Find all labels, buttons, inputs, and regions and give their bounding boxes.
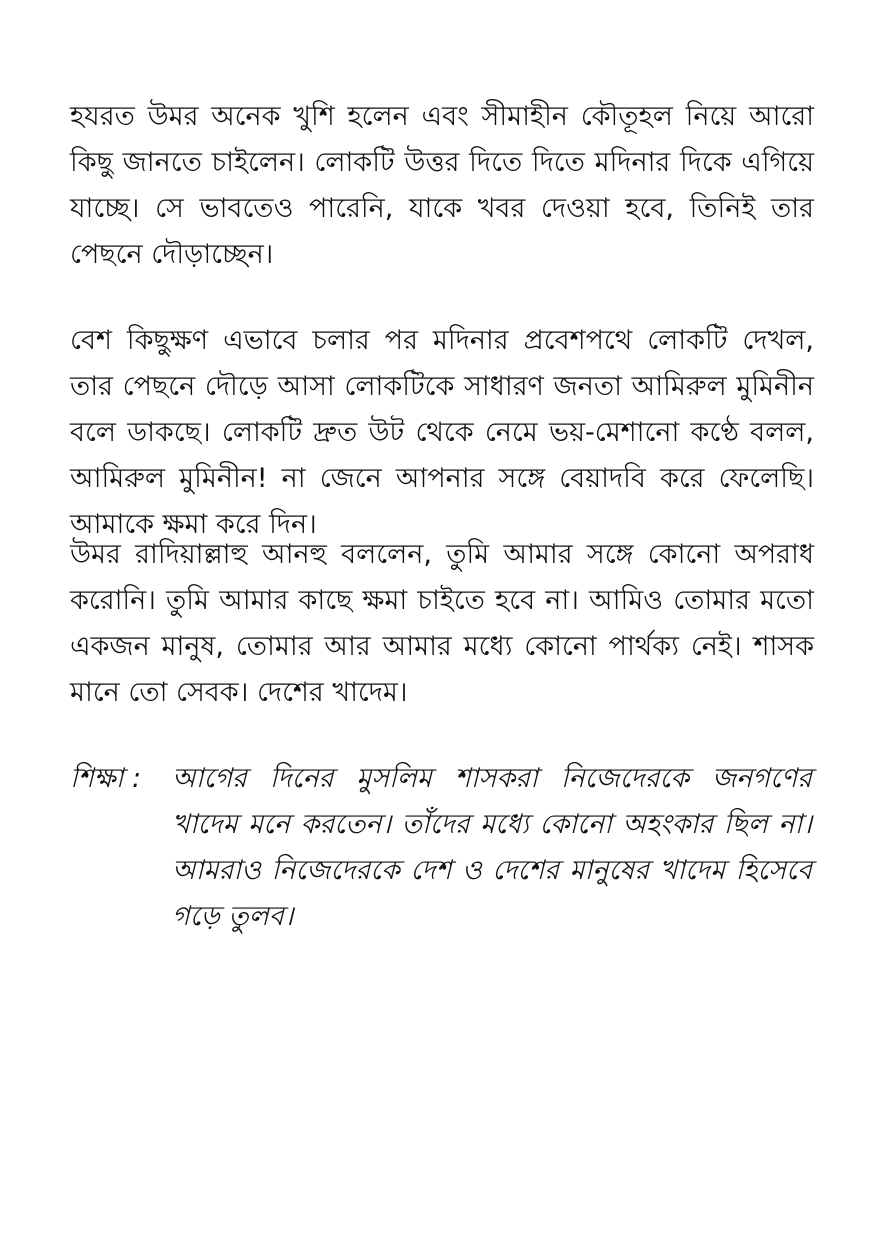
paragraph-2: বেশ কিছুক্ষণ এভাবে চলার পর মদিনার প্রবেশপথে লোকটি দেখল, তার পেছনে দৌড়ে আসা লোকটিকে সাধারণ জনতা আমিরুল মুমিনীন বলে ডাকছে। লোকটি দ্রুত উট থেকে নেমে ভয়-মেশানো কণ্ঠে বলল, আমিরুল মুমিনীন! না জেনে আপনার সঙ্গে বেয়াদবি করে ফেলেছি। আমাকে ক্ষমা করে দিন। (70, 325, 814, 540)
lesson-label: শিক্ষা : (70, 763, 142, 794)
paragraph-1: হযরত উমর অনেক খুশি হলেন এবং সীমাহীন কৌতূহল নিয়ে আরো কিছু জানতে চাইলেন। লোকটি উত্তর দিতে দিতে মদিনার দিকে এগিয়ে যাচ্ছে। সে ভাবতেও পারেনি, যাকে খবর দেওয়া হবে, তিনিই তার পেছনে দৌড়াচ্ছেন। (70, 101, 814, 270)
lesson-text: আগের দিনের মুসলিম শাসকরা নিজেদেরকে জনগণের খাদেম মনে করতেন। তাঁদের মধ্যে কোনো অহংকার ছিল না। আমরাও নিজেদেরকে দেশ ও দেশের মানুষের খাদেম হিসেবে গড়ে তুলব। (172, 763, 812, 932)
paragraph-3: উমর রাদিয়াল্লাহু আনহু বললেন, তুমি আমার সঙ্গে কোনো অপরাধ করোনি। তুমি আমার কাছে ক্ষমা চাইতে হবে না। আমিও তোমার মতো একজন মানুষ, তোমার আর আমার মধ্যে কোনো পার্থক্য নেই। শাসক মানে তো সেবক। দেশের খাদেম। (70, 539, 814, 708)
